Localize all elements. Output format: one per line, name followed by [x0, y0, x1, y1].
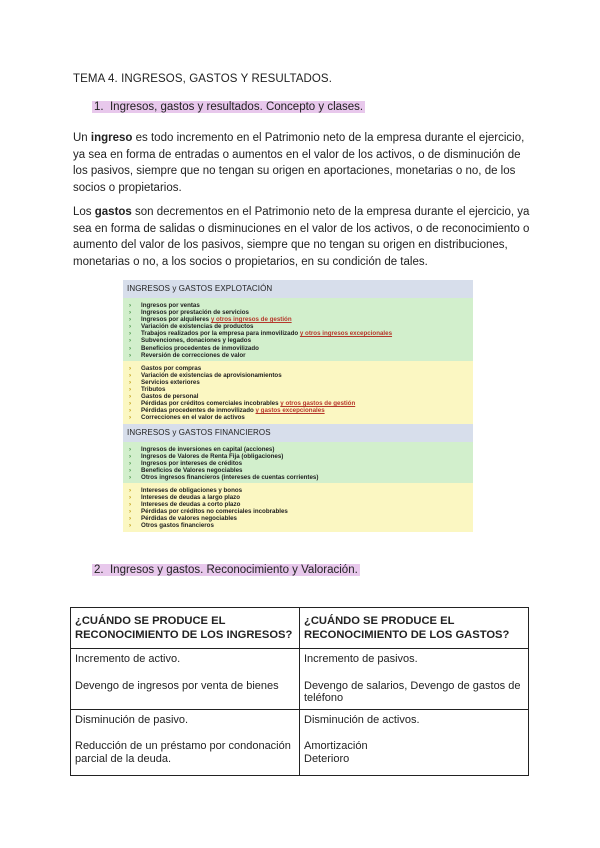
list-item: › Ingresos por ventas — [123, 302, 473, 309]
list-item: › Pérdidas de valores negociables — [123, 515, 473, 522]
list-item: › Tributos — [123, 386, 473, 393]
cell-line: Amortización Deterioro — [304, 740, 368, 765]
income-expense-figure — [123, 280, 473, 544]
list-item: › Ingresos de inversiones en capital (acciones) — [123, 446, 473, 453]
explotacion-gastos-list — [123, 361, 473, 424]
explotacion-header: INGRESOS y GASTOS EXPLOTACIÓN — [123, 280, 473, 298]
explotacion-ingresos-list — [123, 298, 473, 361]
section-1-text: Ingresos, gastos y resultados. Concepto y clases. — [109, 101, 364, 113]
para1-post: es todo incremento en el Patrimonio neto de la empresa durante el ejercicio, ya sea en forma de entradas o aumentos en el valor de los activos, o de disminución de los pasivos, siempre que no tengan su origen en aportaciones, monetarias o no, de los socios o propietarios. — [73, 132, 525, 194]
list-item: › Servicios exteriores — [123, 379, 473, 386]
list-item: › Subvenciones, donaciones y legados — [123, 337, 473, 344]
list-item: › Variación de existencias de aprovisionamientos — [123, 372, 473, 379]
list-item: › Beneficios de Valores negociables — [123, 467, 473, 474]
cell-line: Devengo de ingresos por venta de bienes — [75, 679, 279, 692]
table-cell — [71, 649, 300, 710]
list-item: › Pérdidas por créditos comerciales incobrables y otros gastos de gestión — [123, 400, 473, 407]
cell-line: Incremento de pasivos. — [304, 653, 418, 665]
financieros-header: INGRESOS y GASTOS FINANCIEROS — [123, 424, 473, 442]
section-1-heading — [92, 101, 365, 113]
list-item: › Trabajos realizados por la empresa para inmovilizado y otros ingresos excepcionales — [123, 330, 473, 337]
table-cell — [300, 709, 529, 776]
para1-bold: ingreso — [90, 132, 133, 144]
list-item: › Correcciones en el valor de activos — [123, 414, 473, 421]
list-item: › Reversión de correcciones de valor — [123, 352, 473, 359]
list-item: › Beneficios procedentes de inmovilizado — [123, 345, 473, 352]
document-title: TEMA 4. INGRESOS, GASTOS Y RESULTADOS. — [73, 73, 333, 85]
list-item: › Otros ingresos financieros (intereses de cuentas corrientes) — [123, 474, 473, 481]
table-row — [71, 649, 529, 710]
list-item: › Ingresos por alquileres y otros ingresos de gestión — [123, 316, 473, 323]
section-2-text: Ingresos y gastos. Reconocimiento y Valoración. — [109, 564, 358, 576]
para1-pre: Un — [73, 132, 91, 144]
paragraph-gastos — [73, 204, 533, 270]
list-item: › Intereses de deudas a corto plazo — [123, 501, 473, 508]
section-2-heading — [92, 564, 360, 576]
financieros-ingresos-list — [123, 442, 473, 483]
paragraph-ingreso — [73, 130, 533, 196]
table-header-row — [71, 608, 529, 649]
section-1-number: 1. — [94, 101, 104, 113]
list-item: › Ingresos de Valores de Renta Fija (obligaciones) — [123, 453, 473, 460]
list-item: › Gastos por compras — [123, 365, 473, 372]
list-item: › Variación de existencias de productos — [123, 323, 473, 330]
table-cell — [300, 649, 529, 710]
list-item: › Intereses de deudas a largo plazo — [123, 494, 473, 501]
table-cell — [71, 709, 300, 776]
financieros-gastos-list — [123, 483, 473, 532]
table-row — [71, 709, 529, 776]
cell-line: Disminución de pasivo. — [75, 713, 189, 726]
cell-line: Disminución de activos. — [304, 713, 420, 726]
header-gastos: ¿CUÁNDO SE PRODUCE EL RECONOCIMIENTO DE LOS GASTOS? — [300, 608, 529, 649]
cell-line: Reducción de un préstamo por condonación parcial de la deuda. — [75, 740, 291, 765]
list-item: › Gastos de personal — [123, 393, 473, 400]
cell-line: Devengo de salarios, Devengo de gastos de teléfono — [304, 679, 521, 704]
recognition-table — [70, 607, 529, 776]
cell-line: Incremento de activo. — [75, 653, 181, 665]
para2-pre: Los — [73, 206, 95, 218]
section-2-number: 2. — [94, 564, 104, 576]
list-item: › Ingresos por intereses de créditos — [123, 460, 473, 467]
list-item: › Pérdidas por créditos no comerciales incobrables — [123, 508, 473, 515]
list-item: › Pérdidas procedentes de inmovilizado y gastos excepcionales — [123, 407, 473, 414]
list-item: › Ingresos por prestación de servicios — [123, 309, 473, 316]
list-item: › Intereses de obligaciones y bonos — [123, 487, 473, 494]
para2-bold: gastos — [94, 206, 132, 218]
para2-post: son decrementos en el Patrimonio neto de la empresa durante el ejercicio, ya sea en forma de salidas o disminuciones en el valor de los activos, o de reconocimiento o aumento del valor de los pasivos, siempre que no tengan su origen en distribuciones, monetarias o no, a los socios o propietarios, en su condición de tales. — [73, 206, 530, 268]
header-ingresos: ¿CUÁNDO SE PRODUCE EL RECONOCIMIENTO DE LOS INGRESOS? — [71, 608, 300, 649]
list-item: › Otros gastos financieros — [123, 522, 473, 529]
